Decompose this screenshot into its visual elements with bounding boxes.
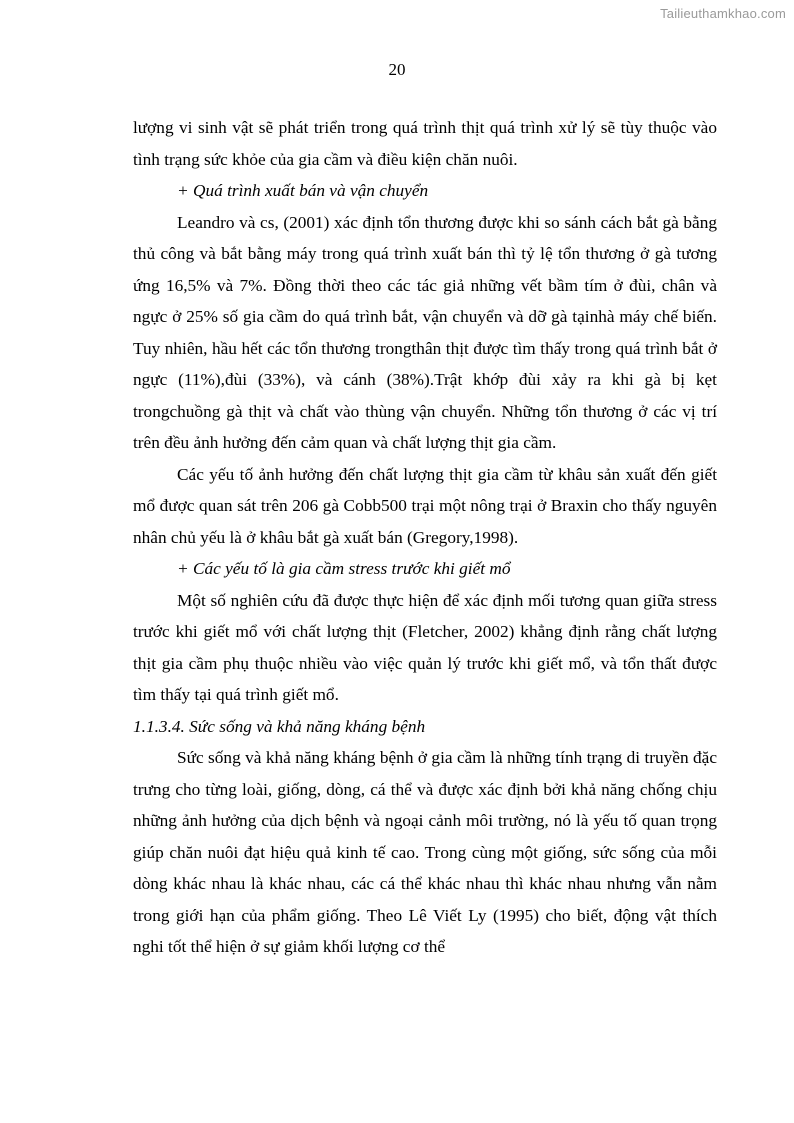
paragraph-vitality: Sức sống và khả năng kháng bệnh ở gia cầm là những tính trạng di truyền đặc trưng cho từng loài, giống, dòng, cá thể và được xác định bởi khả năng chống chịu những ảnh hưởng của dịch bệnh và ngoại cảnh môi trường, nó là yếu tố quan trọng giúp chăn nuôi đạt hiệu quả kinh tế cao. Trong cùng một giống, sức sống của mỗi dòng khác nhau là khác nhau, các cá thể khác nhau thì khác nhau nhưng vẫn nằm trong giới hạn của phẩm giống. Theo Lê Viết Ly (1995) cho biết, động vật thích nghi tốt thể hiện ở sự giảm khối lượng cơ thể [133,748,717,956]
subheading-stress: + Các yếu tố là gia cầm stress trước khi giết mổ [177,559,511,578]
watermark-text: Tailieuthamkhao.com [660,6,786,21]
paragraph-stress-research: Một số nghiên cứu đã được thực hiện để xác định mối tương quan giữa stress trước khi giết mổ với chất lượng thịt (Fletcher, 2002) khẳng định rằng chất lượng thịt gia cầm phụ thuộc nhiều vào việc quản lý trước khi giết mổ, và tổn thất được tìm thấy tại quá trình giết mổ. [133,590,717,704]
paragraph-quality-factors: Các yếu tố ảnh hưởng đến chất lượng thịt gia cầm từ khâu sản xuất đến giết mổ được quan sát trên 206 gà Cobb500 trại một nông trại ở Braxin cho thấy nguyên nhân chủ yếu là ở khâu bắt gà xuất bán (Gregory,1998). [133,464,717,547]
paragraph-leandro: Leandro và cs, (2001) xác định tổn thương được khi so sánh cách bắt gà bằng thủ công và bắt bằng máy trong quá trình xuất bán thì tỷ lệ tổn thương ở gà tương ứng 16,5% và 7%. Đồng thời theo các tác giả những vết bầm tím ở đùi, chân và ngực ở 25% số gia cầm do quá trình bắt, vận chuyển và dỡ gà tạinhà máy chế biến. Tuy nhiên, hầu hết các tổn thương trongthân thịt được tìm thấy trong quá trình bắt ở ngực (11%),đùi (33%), và cánh (38%).Trật khớp đùi xảy ra khi gà bị kẹt trongchuồng gà thịt và chất vào thùng vận chuyển. Những tổn thương ở các vị trí trên đều ảnh hưởng đến cảm quan và chất lượng thịt gia cầm. [133,212,717,452]
document-body [133,112,717,963]
subheading-transport: + Quá trình xuất bán và vận chuyển [177,181,429,200]
section-heading-vitality: 1.1.3.4. Sức sống và khả năng kháng bệnh [133,716,426,736]
page-number: 20 [388,60,406,79]
paragraph-continuation: lượng vi sinh vật sẽ phát triển trong quá trình thịt quá trình xử lý sẽ tùy thuộc vào tình trạng sức khỏe của gia cầm và điều kiện chăn nuôi. [133,118,717,169]
